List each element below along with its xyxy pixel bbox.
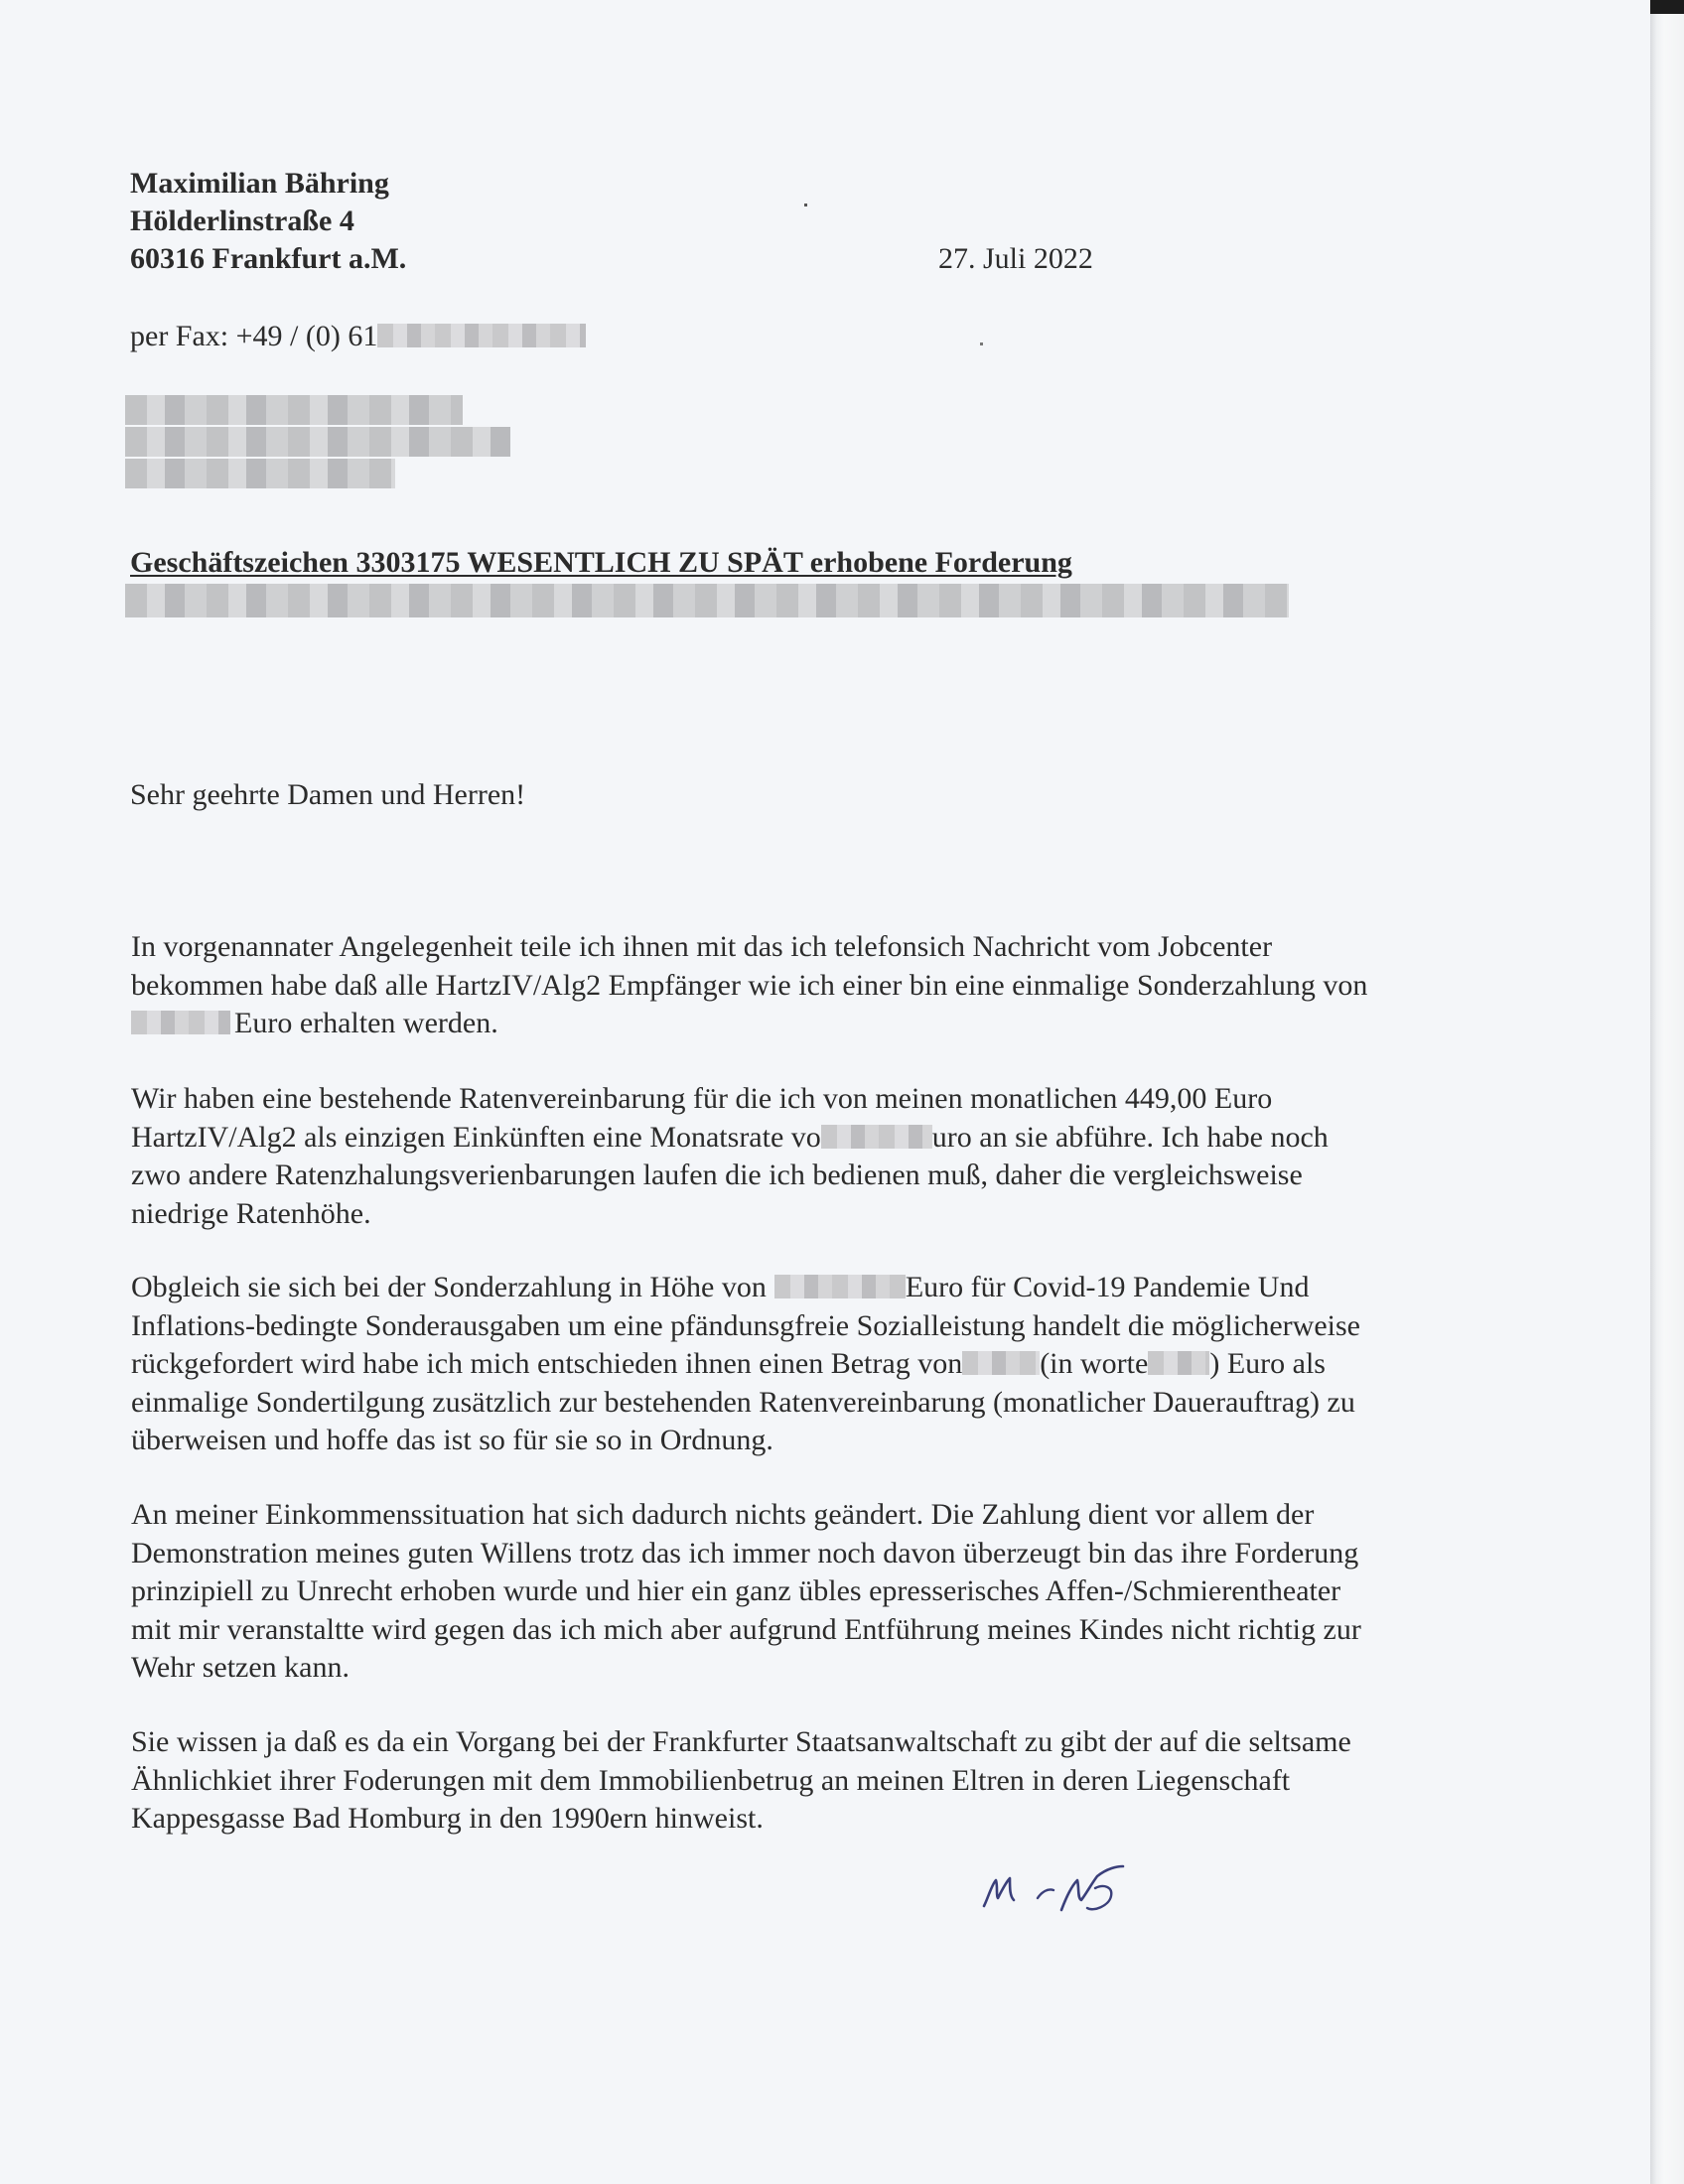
redacted-amount-words — [1148, 1351, 1209, 1375]
text-line: zwo andere Ratenzhalungsverienbarungen laufen die ich bedienen muß, daher die vergleichsweise — [131, 1159, 1303, 1191]
redacted-amount — [131, 1011, 230, 1034]
salutation: Sehr geehrte Damen und Herren! — [130, 778, 526, 811]
text-fragment: HartzIV/Alg2 als einzigen Einkünften eine Monatsrate vo — [131, 1120, 821, 1154]
letter-date: 27. Juli 2022 — [938, 242, 1093, 275]
sender-name: Maximilian Bähring — [130, 167, 389, 200]
fax-number: per Fax: +49 / (0) 61 — [130, 320, 378, 352]
text-fragment: rückgefordert wird habe ich mich entschieden ihnen einen Betrag von — [131, 1347, 963, 1380]
fax-line — [130, 318, 586, 355]
text-line — [131, 1345, 1521, 1384]
paragraph-2 — [131, 1080, 1521, 1233]
scan-corner — [1650, 0, 1684, 14]
text-line — [131, 1119, 1521, 1158]
text-fragment: (in worte — [1040, 1347, 1149, 1380]
text-line: Ähnlichkiet ihrer Foderungen mit dem Immobilienbetrug an meinen Eltren in deren Liegenschaft — [131, 1763, 1291, 1797]
paragraph-4 — [131, 1496, 1521, 1688]
text-line: Demonstration meines guten Willens trotz das ich immer noch davon überzeugt bin das ihre Forderung — [131, 1536, 1359, 1570]
redacted-amount — [962, 1351, 1040, 1375]
text-line: überweisen und hoffe das ist so für sie so in Ordnung. — [131, 1424, 773, 1456]
sender-street: Hölderlinstraße 4 — [130, 205, 354, 237]
text-line — [131, 1005, 1521, 1043]
text-fragment: uro an sie abführe. Ich habe noch — [931, 1120, 1329, 1154]
text-line — [131, 1269, 1521, 1307]
redacted-amount — [821, 1125, 932, 1149]
text-fragment: Euro erhalten werden. — [234, 1007, 498, 1039]
paragraph-5 — [131, 1723, 1521, 1839]
text-line: Wehr setzen kann. — [131, 1651, 350, 1684]
text-line: An meiner Einkommenssituation hat sich dadurch nichts geändert. Die Zahlung dient vor allem der — [131, 1498, 1315, 1531]
text-fragment: Euro für Covid-19 Pandemie Und — [905, 1271, 1310, 1303]
text-line: bekommen habe daß alle HartzIV/Alg2 Empfänger wie ich einer bin eine einmalige Sonderzahlung von — [131, 968, 1368, 1002]
scan-speck — [804, 204, 807, 206]
text-fragment: Obgleich sie sich bei der Sonderzahlung in Höhe von — [131, 1271, 767, 1303]
scan-edge — [1650, 0, 1684, 2184]
scan-speck — [980, 342, 983, 345]
paragraph-3 — [131, 1269, 1521, 1460]
text-line: Inflations-bedingte Sonderausgaben um eine pfändunsgfreie Sozialleistung handelt die möglicherweise — [131, 1308, 1360, 1342]
redacted-fax-digits — [377, 324, 586, 347]
redacted-recipient-address — [125, 395, 510, 488]
signature-icon — [978, 1854, 1157, 1924]
text-fragment: ) Euro als — [1209, 1347, 1326, 1380]
redacted-subject-line-2 — [125, 584, 1289, 617]
text-line: prinzipiell zu Unrecht erhoben wurde und hier ein ganz übles epresserisches Affen-/Schmierentheater — [131, 1574, 1341, 1607]
text-line: Kappesgasse Bad Homburg in den 1990ern hinweist. — [131, 1802, 764, 1835]
sender-block — [130, 165, 406, 278]
redacted-amount — [774, 1275, 906, 1298]
subject-line: Geschäftszeichen 3303175 WESENTLICH ZU SPÄT erhobene Forderung — [130, 546, 1072, 579]
paragraph-1 — [131, 928, 1521, 1043]
sender-city: 60316 Frankfurt a.M. — [130, 242, 407, 275]
text-line: niedrige Ratenhöhe. — [131, 1196, 371, 1230]
text-line: Wir haben eine bestehende Ratenvereinbarung für die ich von meinen monatlichen 449,00 Euro — [131, 1082, 1273, 1115]
text-line: Sie wissen ja daß es da ein Vorgang bei der Frankfurter Staatsanwaltschaft zu gibt der auf die seltsame — [131, 1725, 1351, 1758]
text-line: einmalige Sondertilgung zusätzlich zur bestehenden Ratenvereinbarung (monatlicher Dauerauftrag) zu — [131, 1385, 1355, 1419]
text-line: In vorgenannater Angelegenheit teile ich ihnen mit das ich telefonsich Nachricht vom Jobcenter — [131, 930, 1273, 963]
text-line: mit mir veranstaltte wird gegen das ich mich aber aufgrund Entführung meines Kindes nicht richtig zur — [131, 1612, 1361, 1646]
